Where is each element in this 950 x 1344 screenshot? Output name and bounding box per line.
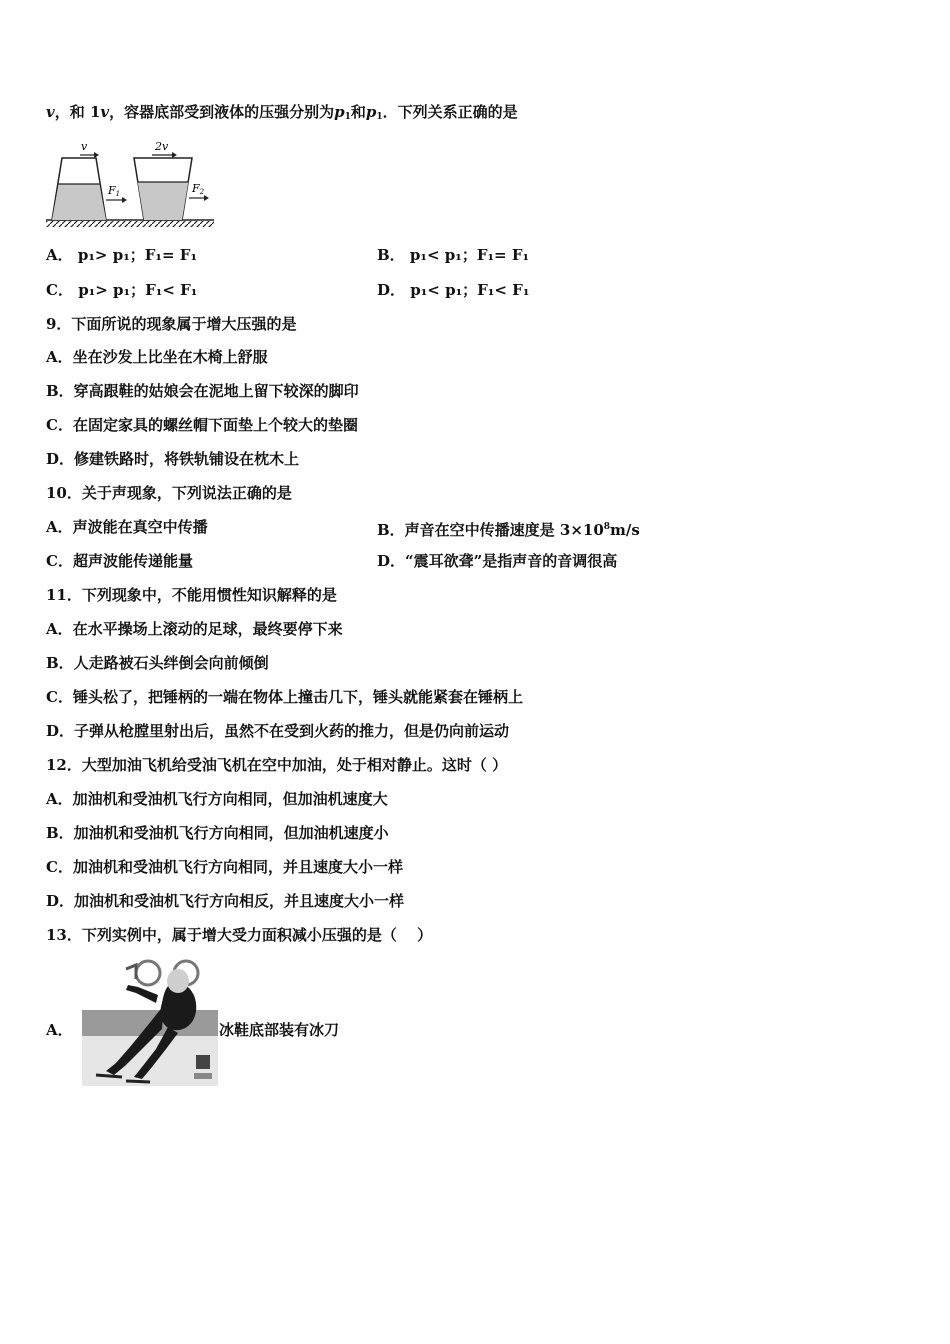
option-11d: D．子弹从枪膛里射出后，虽然不在受到火药的推力，但是仍向前运动 [46, 722, 510, 740]
symbol-p: p [365, 103, 377, 121]
text-fragment: 和 [350, 103, 366, 121]
subscript: 1 [376, 112, 383, 122]
label-f1 [107, 184, 120, 198]
label-f2 [191, 182, 205, 196]
symbol-p: p [334, 103, 345, 121]
superscript: 8 [603, 522, 611, 532]
ground-hatch [46, 221, 214, 227]
question-12-stem: 12．大型加油飞机给受油飞机在空中加油，处于相对静止。这时（ ） [46, 756, 508, 774]
option-10c: C．超声波能传递能量 [46, 552, 193, 570]
text-fragment: ，和 1 [54, 103, 101, 121]
option-text: p₁> p₁；F₁= F₁ [77, 246, 198, 264]
option-8b [377, 245, 529, 265]
option-9a: A．坐在沙发上比坐在木椅上舒服 [46, 348, 268, 366]
label-2v: 2v [155, 140, 169, 153]
container-diagram [44, 140, 216, 230]
option-9b: B．穿高跟鞋的姑娘会在泥地上留下较深的脚印 [46, 382, 359, 400]
label-f2-sub: 2 [199, 188, 205, 196]
symbol-v: v [100, 103, 110, 121]
skater-head [167, 969, 189, 993]
label-f2-main: F [192, 182, 200, 195]
option-9c: C．在固定家具的螺丝帽下面垫上个较大的垫圈 [46, 416, 358, 434]
option-12a: A．加油机和受油机飞行方向相同，但加油机速度大 [46, 790, 388, 808]
option-8d [377, 280, 529, 300]
option-10d: D．“震耳欲聋”是指声音的音调很高 [377, 552, 618, 570]
text-fragment: ，容器底部受到液体的压强分别为 [109, 103, 335, 121]
option-13a-caption: 冰鞋底部装有冰刀 [219, 1021, 340, 1039]
option-text: B．声音在空中传播速度是 3×10 [377, 521, 604, 539]
question-8-stem [46, 102, 518, 127]
text-fragment: ．下列关系正确的是 [382, 103, 518, 121]
label-f1-sub: 1 [115, 190, 121, 198]
question-13-stem: 13．下列实例中，属于增大受力面积减小压强的是（ ） [46, 926, 433, 944]
option-12d: D．加油机和受油机飞行方向相反，并且速度大小一样 [46, 892, 405, 910]
option-letter: C． [46, 281, 73, 299]
option-10b [377, 517, 640, 540]
option-11c: C．锤头松了，把锤柄的一端在物体上撞击几下，锤头就能紧套在锤柄上 [46, 688, 523, 706]
option-letter: B． [377, 246, 405, 264]
subscript: 1 [344, 112, 351, 122]
option-text: p₁< p₁；F₁< F₁ [410, 281, 530, 299]
option-12c: C．加油机和受油机飞行方向相同，并且速度大小一样 [46, 858, 403, 876]
question-9-stem: 9．下面所说的现象属于增大压强的是 [46, 315, 297, 333]
question-10-stem: 10．关于声现象，下列说法正确的是 [46, 484, 292, 502]
option-letter: A． [46, 246, 73, 264]
symbol-v: v [46, 103, 55, 121]
option-unit: m/s [610, 521, 640, 539]
option-9d: D．修建铁路时，将铁轨铺设在枕木上 [46, 450, 300, 468]
option-10a: A．声波能在真空中传播 [46, 518, 208, 536]
option-11a: A．在水平操场上滚动的足球，最终要停下来 [46, 620, 343, 638]
ice-blade [96, 1075, 122, 1077]
option-text: p₁> p₁；F₁< F₁ [78, 281, 198, 299]
label-f1-main: F [108, 184, 116, 197]
option-8a [46, 245, 197, 265]
option-11b: B．人走路被石头绊倒会向前倾倒 [46, 654, 269, 672]
skater-photo [78, 955, 218, 1087]
liquid-right [138, 182, 189, 220]
option-8c [46, 280, 197, 300]
option-13a-letter: A． [46, 1021, 73, 1039]
option-text: p₁< p₁；F₁= F₁ [409, 246, 530, 264]
question-11-stem: 11．下列现象中，不能用惯性知识解释的是 [46, 586, 337, 604]
option-12b: B．加油机和受油机飞行方向相同，但加油机速度小 [46, 824, 389, 842]
liquid-left [52, 184, 106, 220]
option-letter: D． [377, 281, 406, 299]
label-v: v [81, 140, 88, 153]
